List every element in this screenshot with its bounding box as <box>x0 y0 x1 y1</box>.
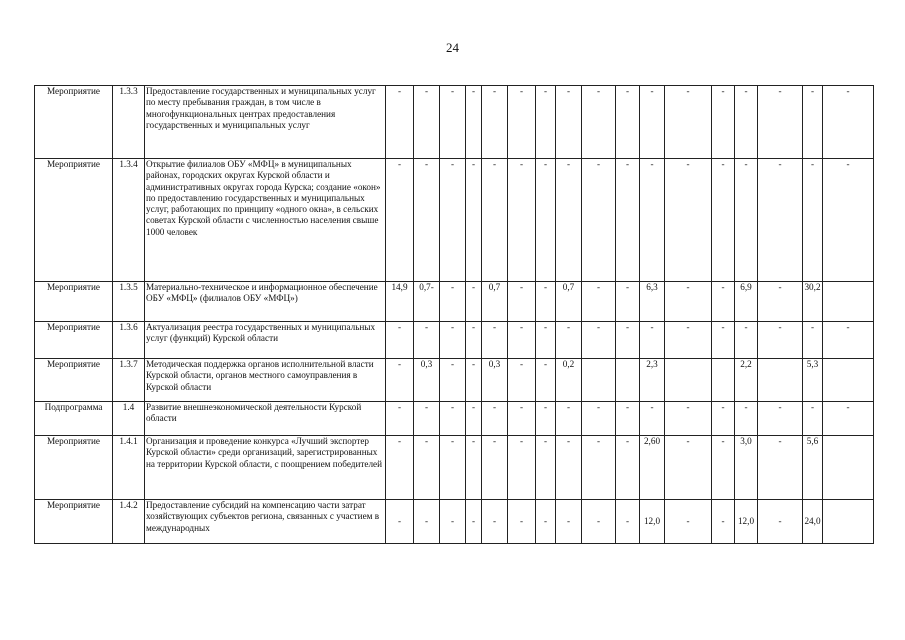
value-cell: - <box>414 322 440 359</box>
value-cell: - <box>758 436 803 500</box>
value-cell: 0,7 <box>556 282 582 322</box>
value-cell: - <box>616 86 640 159</box>
value-cell: - <box>414 500 440 544</box>
value-cell: - <box>440 359 466 402</box>
value-cell: - <box>712 436 735 500</box>
value-cell: - <box>440 282 466 322</box>
value-cell: - <box>712 86 735 159</box>
value-cell: - <box>508 359 536 402</box>
value-cell: 2,3 <box>640 359 665 402</box>
row-type-cell: Мероприятие <box>35 436 113 500</box>
value-cell: - <box>582 159 616 282</box>
value-cell: 2,2 <box>735 359 758 402</box>
page-number: 24 <box>446 40 459 55</box>
value-cell: - <box>536 402 556 436</box>
value-cell: - <box>640 159 665 282</box>
row-code-cell: 1.3.5 <box>113 282 145 322</box>
value-cell: - <box>758 322 803 359</box>
value-cell: - <box>440 436 466 500</box>
value-cell: - <box>440 159 466 282</box>
row-name-cell: Развитие внешнеэкономической деятельности Курской области <box>145 402 386 436</box>
value-cell: - <box>414 86 440 159</box>
value-cell: - <box>386 86 414 159</box>
value-cell: - <box>508 86 536 159</box>
value-cell: - <box>536 322 556 359</box>
value-cell: - <box>386 500 414 544</box>
value-cell: - <box>582 86 616 159</box>
table-row <box>35 282 874 322</box>
value-cell: - <box>665 86 712 159</box>
value-cell: - <box>735 159 758 282</box>
value-cell: - <box>803 322 823 359</box>
value-cell: - <box>665 436 712 500</box>
value-cell: 12,0 <box>640 500 665 544</box>
value-cell: - <box>508 500 536 544</box>
value-cell: - <box>466 322 482 359</box>
value-cell: - <box>665 500 712 544</box>
value-cell <box>823 436 874 500</box>
row-code-cell: 1.3.7 <box>113 359 145 402</box>
row-name-cell: Открытие филиалов ОБУ «МФЦ» в муниципальных районах, городских округах Курской области и административных округах города Курска; создание «окон» по предоставлению государственных и муниципальных услуг, работающих по принципу «одного окна», в сельских советах Курской области с численностью населения свыше 1000 человек <box>145 159 386 282</box>
row-code-cell: 1.3.4 <box>113 159 145 282</box>
value-cell: - <box>665 402 712 436</box>
value-cell: - <box>616 500 640 544</box>
table-row <box>35 436 874 500</box>
value-cell: - <box>803 159 823 282</box>
table-row <box>35 159 874 282</box>
value-cell <box>823 500 874 544</box>
value-cell: - <box>414 402 440 436</box>
table-row <box>35 402 874 436</box>
value-cell: - <box>803 402 823 436</box>
row-type-cell: Мероприятие <box>35 322 113 359</box>
row-type-cell: Мероприятие <box>35 282 113 322</box>
value-cell: - <box>616 322 640 359</box>
value-cell: - <box>640 86 665 159</box>
value-cell: 5,6 <box>803 436 823 500</box>
value-cell: - <box>803 86 823 159</box>
value-cell: - <box>582 436 616 500</box>
value-cell: - <box>582 402 616 436</box>
value-cell: 12,0 <box>735 500 758 544</box>
value-cell: - <box>616 436 640 500</box>
value-cell: - <box>482 159 508 282</box>
value-cell: - <box>582 500 616 544</box>
value-cell: - <box>735 86 758 159</box>
row-code-cell: 1.4.2 <box>113 500 145 544</box>
value-cell: - <box>508 402 536 436</box>
row-code-cell: 1.4.1 <box>113 436 145 500</box>
value-cell: - <box>466 500 482 544</box>
value-cell: - <box>665 159 712 282</box>
value-cell: - <box>508 436 536 500</box>
value-cell: - <box>386 436 414 500</box>
value-cell: - <box>466 359 482 402</box>
value-cell: - <box>414 436 440 500</box>
value-cell: 24,0 <box>803 500 823 544</box>
value-cell: - <box>440 322 466 359</box>
value-cell: - <box>440 402 466 436</box>
value-cell: - <box>665 322 712 359</box>
value-cell: - <box>440 500 466 544</box>
value-cell: - <box>758 159 803 282</box>
value-cell: - <box>582 282 616 322</box>
value-cell: - <box>823 402 874 436</box>
value-cell: - <box>386 402 414 436</box>
value-cell: - <box>482 402 508 436</box>
table-row <box>35 86 874 159</box>
row-type-cell: Мероприятие <box>35 500 113 544</box>
row-type-cell: Мероприятие <box>35 159 113 282</box>
value-cell: - <box>508 282 536 322</box>
value-cell: - <box>482 436 508 500</box>
value-cell: 0,2 <box>556 359 582 402</box>
value-cell: - <box>482 86 508 159</box>
value-cell: 6,9 <box>735 282 758 322</box>
value-cell: - <box>758 282 803 322</box>
value-cell: - <box>556 402 582 436</box>
value-cell <box>712 359 735 402</box>
value-cell: - <box>640 402 665 436</box>
value-cell: 0,3 <box>414 359 440 402</box>
value-cell: 5,3 <box>803 359 823 402</box>
value-cell: - <box>712 322 735 359</box>
value-cell: - <box>386 159 414 282</box>
row-name-cell: Предоставление государственных и муниципальных услуг по месту пребывания граждан, в том числе в многофункциональных центрах предоставления государственных и муниципальных услуг <box>145 86 386 159</box>
value-cell: - <box>823 322 874 359</box>
value-cell: - <box>556 500 582 544</box>
row-code-cell: 1.4 <box>113 402 145 436</box>
table-row <box>35 359 874 402</box>
value-cell: - <box>665 282 712 322</box>
value-cell: 0,7- <box>414 282 440 322</box>
value-cell <box>758 359 803 402</box>
value-cell: - <box>556 159 582 282</box>
value-cell: - <box>712 159 735 282</box>
table-row <box>35 500 874 544</box>
value-cell: - <box>556 436 582 500</box>
row-name-cell: Методическая поддержка органов исполнительной власти Курской области, органов местного самоуправления в Курской области <box>145 359 386 402</box>
value-cell <box>582 359 616 402</box>
value-cell: - <box>616 159 640 282</box>
value-cell: - <box>735 322 758 359</box>
value-cell: 3,0 <box>735 436 758 500</box>
value-cell: - <box>536 282 556 322</box>
value-cell: - <box>466 86 482 159</box>
row-name-cell: Организация и проведение конкурса «Лучший экспортер Курской области» среди организаций, зарегистрированных на территории Курской области, с поощрением победителей <box>145 436 386 500</box>
value-cell: - <box>536 359 556 402</box>
value-cell: 14,9 <box>386 282 414 322</box>
value-cell: - <box>414 159 440 282</box>
value-cell: - <box>823 159 874 282</box>
value-cell <box>823 282 874 322</box>
value-cell: - <box>823 86 874 159</box>
row-code-cell: 1.3.3 <box>113 86 145 159</box>
value-cell: 0,7 <box>482 282 508 322</box>
value-cell: - <box>536 436 556 500</box>
value-cell: - <box>712 402 735 436</box>
row-name-cell: Актуализация реестра государственных и муниципальных услуг (функций) Курской области <box>145 322 386 359</box>
value-cell: - <box>616 282 640 322</box>
value-cell: - <box>466 159 482 282</box>
value-cell: - <box>440 86 466 159</box>
row-name-cell: Предоставление субсидий на компенсацию части затрат хозяйствующих субъектов региона, связанных с участием в международных <box>145 500 386 544</box>
value-cell: - <box>466 436 482 500</box>
row-name-cell: Материально-техническое и информационное обеспечение ОБУ «МФЦ» (филиалов ОБУ «МФЦ») <box>145 282 386 322</box>
value-cell: - <box>386 359 414 402</box>
value-cell <box>616 359 640 402</box>
row-type-cell: Мероприятие <box>35 359 113 402</box>
row-code-cell: 1.3.6 <box>113 322 145 359</box>
value-cell: - <box>536 500 556 544</box>
value-cell: - <box>712 500 735 544</box>
budget-table <box>34 85 874 544</box>
value-cell: - <box>640 322 665 359</box>
value-cell: - <box>556 322 582 359</box>
value-cell: - <box>616 402 640 436</box>
value-cell: - <box>758 402 803 436</box>
value-cell: 6,3 <box>640 282 665 322</box>
value-cell <box>823 359 874 402</box>
value-cell: - <box>482 500 508 544</box>
value-cell: - <box>466 402 482 436</box>
value-cell <box>665 359 712 402</box>
value-cell: - <box>508 322 536 359</box>
row-type-cell: Мероприятие <box>35 86 113 159</box>
value-cell: - <box>386 322 414 359</box>
table-row <box>35 322 874 359</box>
value-cell: - <box>758 86 803 159</box>
value-cell: - <box>758 500 803 544</box>
value-cell: - <box>582 322 616 359</box>
value-cell: - <box>508 159 536 282</box>
value-cell: - <box>536 86 556 159</box>
value-cell: - <box>482 322 508 359</box>
value-cell: - <box>466 282 482 322</box>
value-cell: 0,3 <box>482 359 508 402</box>
value-cell: - <box>712 282 735 322</box>
row-type-cell: Подпрограмма <box>35 402 113 436</box>
value-cell: 30,2 <box>803 282 823 322</box>
value-cell: - <box>735 402 758 436</box>
value-cell: - <box>536 159 556 282</box>
value-cell: 2,60 <box>640 436 665 500</box>
value-cell: - <box>556 86 582 159</box>
